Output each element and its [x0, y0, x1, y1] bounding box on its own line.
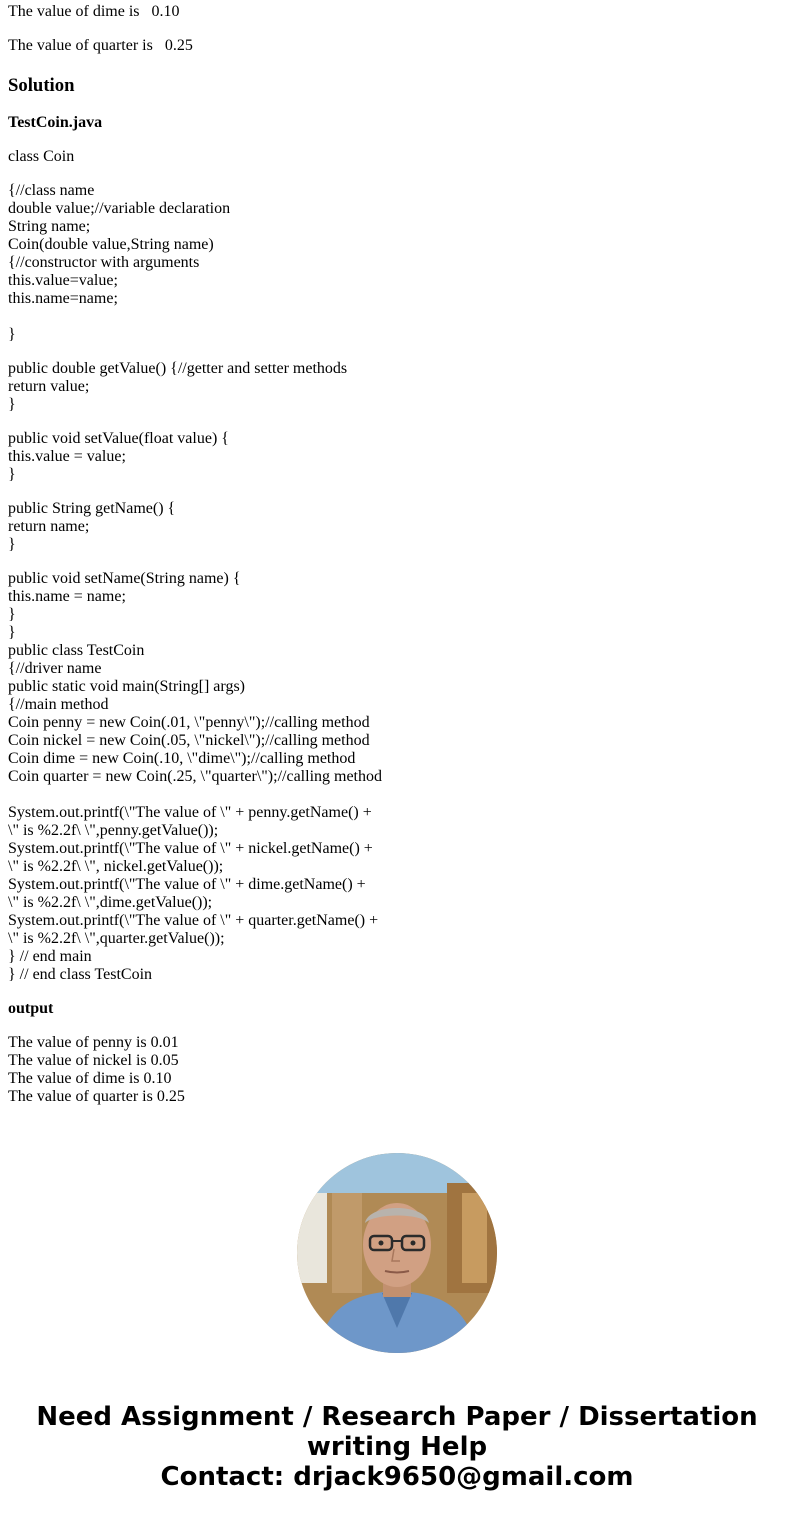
code-line: public static void main(String[] args)	[8, 678, 245, 695]
code-line: }	[8, 536, 16, 553]
code-line: this.value = value;	[8, 448, 126, 465]
code-line: class Coin	[8, 148, 75, 165]
code-line: \" is %2.2f\ \",quarter.getValue());	[8, 930, 225, 947]
code-line: public void setName(String name) {	[8, 570, 241, 587]
output-line: The value of penny is 0.01	[8, 1034, 179, 1051]
code-line: } // end main	[8, 948, 92, 965]
text-line: The value of quarter is 0.25	[8, 37, 193, 54]
code-block	[8, 182, 230, 344]
code-block	[8, 804, 378, 984]
output-line: The value of quarter is 0.25	[8, 1088, 185, 1105]
code-block	[8, 360, 347, 414]
output-block	[8, 1034, 185, 1106]
code-line: public String getName() {	[8, 500, 176, 517]
code-line: Coin quarter = new Coin(.25, \"quarter\");//calling method	[8, 768, 382, 785]
code-line: Coin nickel = new Coin(.05, \"nickel\");//calling method	[8, 732, 370, 749]
code-line: {//class name	[8, 182, 95, 199]
banner-line: writing Help	[306, 1432, 488, 1462]
code-line: System.out.printf(\"The value of \" + dime.getName() +	[8, 876, 366, 893]
code-block	[8, 500, 175, 554]
code-line: }	[8, 326, 16, 343]
solution-heading: Solution	[8, 75, 75, 96]
code-block	[8, 570, 382, 786]
code-line: }	[8, 396, 16, 413]
code-line: {//driver name	[8, 660, 102, 677]
code-line: }	[8, 624, 16, 641]
code-line: Coin penny = new Coin(.01, \"penny\");//calling method	[8, 714, 370, 731]
output-line: The value of nickel is 0.05	[8, 1052, 179, 1069]
code-line: public void setValue(float value) {	[8, 430, 229, 447]
code-line: double value;//variable declaration	[8, 200, 231, 217]
output-heading: output	[8, 1000, 54, 1017]
file-heading: TestCoin.java	[8, 114, 103, 131]
code-line: public class TestCoin	[8, 642, 145, 659]
author-photo	[297, 1153, 497, 1353]
banner-line: Need Assignment / Research Paper / Dissertation	[36, 1402, 758, 1432]
code-line: return value;	[8, 378, 90, 395]
code-line	[8, 308, 230, 326]
output-line: The value of dime is 0.10	[8, 1070, 172, 1087]
code-line: this.name=name;	[8, 290, 118, 307]
contact-banner	[0, 1402, 794, 1492]
code-line: Coin(double value,String name)	[8, 236, 214, 253]
code-line: {//main method	[8, 696, 109, 713]
code-line: Coin dime = new Coin(.10, \"dime\");//calling method	[8, 750, 356, 767]
code-line: {//constructor with arguments	[8, 254, 200, 271]
code-line: String name;	[8, 218, 91, 235]
code-line: System.out.printf(\"The value of \" + penny.getName() +	[8, 804, 372, 821]
code-line: \" is %2.2f\ \",penny.getValue());	[8, 822, 219, 839]
code-line: System.out.printf(\"The value of \" + nickel.getName() +	[8, 840, 373, 857]
code-line: return name;	[8, 518, 90, 535]
code-block	[8, 430, 229, 484]
code-line: } // end class TestCoin	[8, 966, 153, 983]
code-line: this.name = name;	[8, 588, 126, 605]
code-line: System.out.printf(\"The value of \" + quarter.getName() +	[8, 912, 379, 929]
code-line: }	[8, 606, 16, 623]
code-line: public double getValue() {//getter and setter methods	[8, 360, 348, 377]
code-line: }	[8, 466, 16, 483]
code-line: this.value=value;	[8, 272, 118, 289]
contact-email: Contact: drjack9650@gmail.com	[160, 1462, 634, 1492]
code-line: \" is %2.2f\ \",dime.getValue());	[8, 894, 213, 911]
code-line: \" is %2.2f\ \", nickel.getValue());	[8, 858, 224, 875]
text-line: The value of dime is 0.10	[8, 3, 180, 20]
